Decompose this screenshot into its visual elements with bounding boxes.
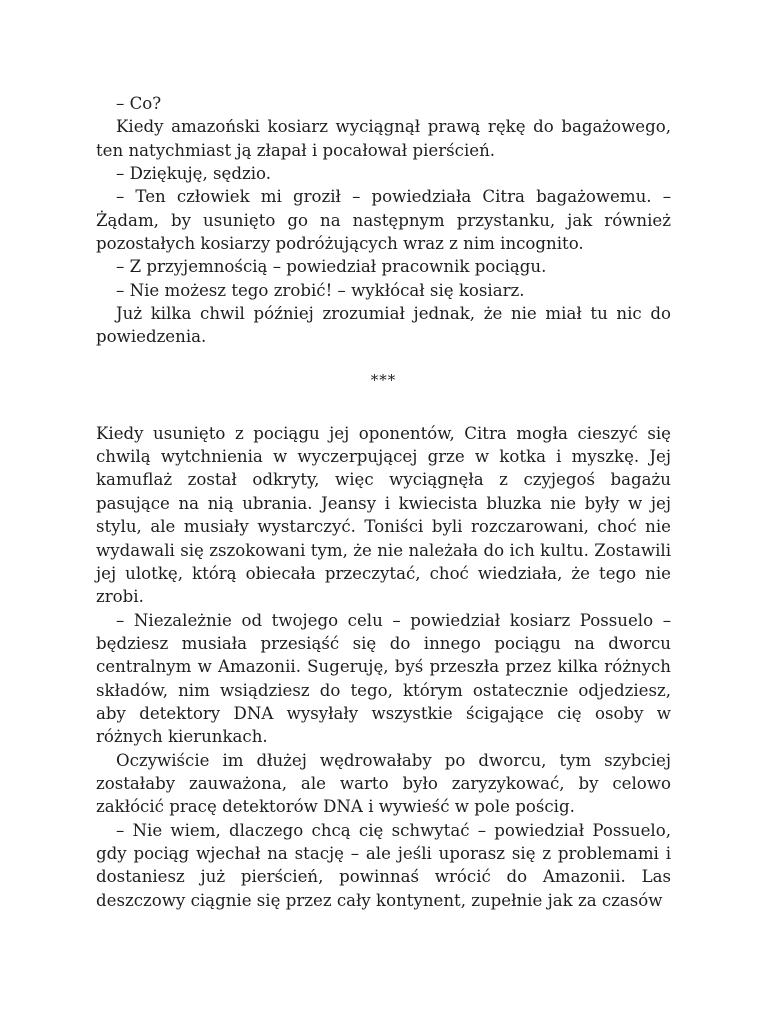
paragraph: – Z przyjemnością – powiedział pracownik pociągu. [116, 257, 547, 277]
section-one [96, 92, 671, 349]
paragraph: – Nie możesz tego zrobić! – wykłócał się kosiarz. [116, 280, 525, 300]
paragraph: – Nie wiem, dlaczego chcą cię schwytać – powiedział Possuelo, gdy pociąg wjechał na stację – ale jeśli uporasz się z problemami i dostaniesz już pierścień, powinnaś wrócić do Amazonii. Las deszczowy ciągnie się przez cały kontynent, zupełnie jak za czasów [96, 820, 671, 910]
paragraph: – Co? [116, 94, 162, 113]
paragraph: Kiedy usunięto z pociągu jej oponentów, Citra mogła cieszyć się chwilą wytchnienia w wyczerpującej grze w kotka i myszkę. Jej kamuflaż został odkryty, więc wyciągnęła z czyjegoś bagażu pasujące na nią ubrania. Jeansy i kwiecista bluzka nie były w jej stylu, ale musiały wystarczyć. Toniści byli rozczarowani, choć nie wydawali się zszokowani tym, że nie należała do ich kultu. Zostawili jej ulotkę, którą obiecała przeczytać, choć wiedziała, że tego nie zrobi. [96, 423, 671, 607]
section-two [96, 422, 671, 912]
section-separator: *** [370, 370, 397, 389]
paragraph: Już kilka chwil później zrozumiał jednak, że nie miał tu nic do powiedzenia. [96, 304, 671, 347]
paragraph: Kiedy amazoński kosiarz wyciągnął prawą rękę do bagażowego, ten natychmiast ją złapał i pocałował pierścień. [96, 117, 671, 160]
paragraph: – Ten człowiek mi groził – powiedziała Citra bagażowemu. – Żądam, by usunięto go na następnym przystanku, jak również pozostałych kosiarzy podróżujących wraz z nim incognito. [96, 187, 671, 254]
paragraph: Oczywiście im dłużej wędrowałaby po dworcu, tym szybciej zostałaby zauważona, ale warto było zaryzykować, by celowo zakłócić pracę detektorów DNA i wywieść w pole pościg. [96, 750, 671, 817]
paragraph: – Dziękuję, sędzio. [116, 164, 271, 184]
book-page [96, 92, 671, 912]
paragraph: – Niezależnie od twojego celu – powiedział kosiarz Possuelo – będziesz musiała przesiąść się do innego pociągu na dworcu centralnym w Amazonii. Sugeruję, byś przeszła przez kilka różnych składów, nim wsiądziesz do tego, którym ostatecznie odjedziesz, aby detektory DNA wysyłały wszystkie ścigające cię osoby w różnych kierunkach. [96, 610, 671, 747]
